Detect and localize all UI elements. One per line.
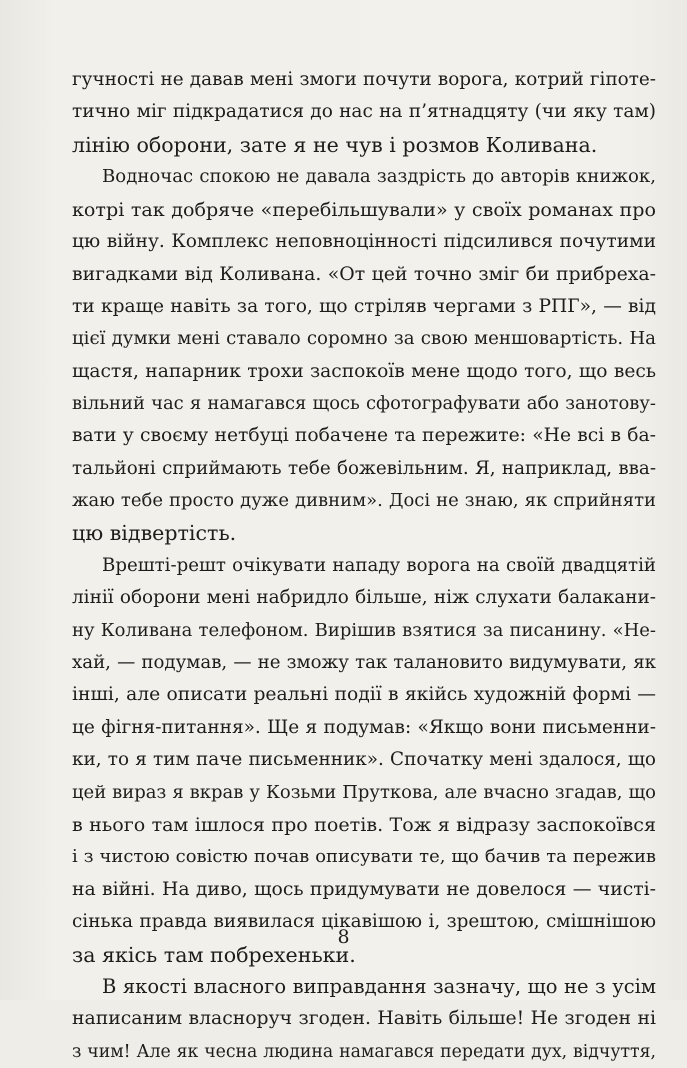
text-line: лінії оборони мені набридло більше, ніж слухати балакани- bbox=[72, 587, 656, 609]
text-line: на війні. На диво, щось придумувати не довелося — чисті- bbox=[72, 878, 656, 900]
text-line: лінію оборони, зате я не чув і розмов Коливана. bbox=[72, 132, 598, 157]
text-line: ну Коливана телефоном. Вирішив взятися за писанину. «Не- bbox=[72, 619, 656, 641]
text-line: жаю тебе просто дуже дивним». Досі не знаю, як сприйняти bbox=[72, 490, 656, 512]
text-line: Водночас спокою не давала заздрість до авторів книжок, bbox=[102, 166, 656, 188]
text-line: це фігня-питання». Ще я подумав: «Якщо вони письменни- bbox=[72, 716, 656, 738]
text-line: цієї думки мені ставало соромно за свою меншовартість. На bbox=[72, 328, 656, 350]
text-line: інші, але описати реальні події в якійсь художній формі — bbox=[72, 684, 656, 706]
text-line: В якості власного виправдання зазначу, що не з усім bbox=[102, 974, 656, 998]
text-line: вигадками від Коливана. «От цей точно зміг би прибреха- bbox=[72, 263, 656, 286]
text-line: хай, — подумав, — не зможу так талановито видумувати, як bbox=[72, 652, 656, 674]
text-line: тично міг підкрадатися до нас на п’ятнадцяту (чи яку там) bbox=[72, 101, 656, 123]
body-text bbox=[72, 64, 656, 1068]
text-line: написаним власноруч згоден. Навіть більше! Не згоден ні bbox=[72, 1008, 656, 1030]
text-line: за якісь там побрехеньки. bbox=[72, 942, 356, 967]
text-line: цю відвертість. bbox=[72, 521, 237, 546]
page-number: 8 bbox=[337, 926, 350, 948]
paragraph bbox=[72, 971, 656, 1068]
text-line: гучності не давав мені змоги почути ворога, котрий гіпоте- bbox=[72, 69, 656, 90]
text-line: Врешті-решт очікувати нападу ворога на своїй двадцятій bbox=[102, 554, 656, 576]
text-line: вільний час я намагався щось сфотографувати або занотову- bbox=[72, 392, 656, 414]
text-line: котрі так добряче «перебільшували» у своїх романах про bbox=[72, 197, 656, 221]
text-line: з чим! Але як чесна людина намагався передати дух, відчуття, bbox=[72, 1041, 656, 1062]
text-line: щастя, напарник трохи заспокоїв мене щодо того, що весь bbox=[72, 360, 656, 382]
text-line: і з чистою совістю почав описувати те, що бачив та пережив bbox=[72, 846, 656, 868]
text-line: ки, то я тим паче письменник». Спочатку мені здалося, що bbox=[72, 749, 656, 771]
text-line: сінька правда виявилася цікавішою і, зрештою, смішнішою bbox=[72, 911, 656, 933]
paragraph bbox=[72, 64, 656, 161]
text-line: цей вираз я вкрав у Козьми Пруткова, але вчасно згадав, що bbox=[72, 781, 656, 803]
text-line: в нього там ішлося про поетів. Тож я відразу заспокоївся bbox=[72, 813, 656, 836]
text-line: тальйоні сприймають тебе божевільним. Я, наприклад, вва- bbox=[72, 457, 656, 479]
paragraph bbox=[72, 550, 656, 971]
text-line: цю війну. Комплекс неповноцінності підсилився почутими bbox=[72, 230, 656, 252]
text-line: вати у своєму нетбуці побачене та пережите: «Не всі в ба- bbox=[72, 425, 656, 447]
text-line: ти краще навіть за того, що стріляв чергами з РПГ», — від bbox=[72, 295, 656, 317]
paragraph bbox=[72, 161, 656, 550]
